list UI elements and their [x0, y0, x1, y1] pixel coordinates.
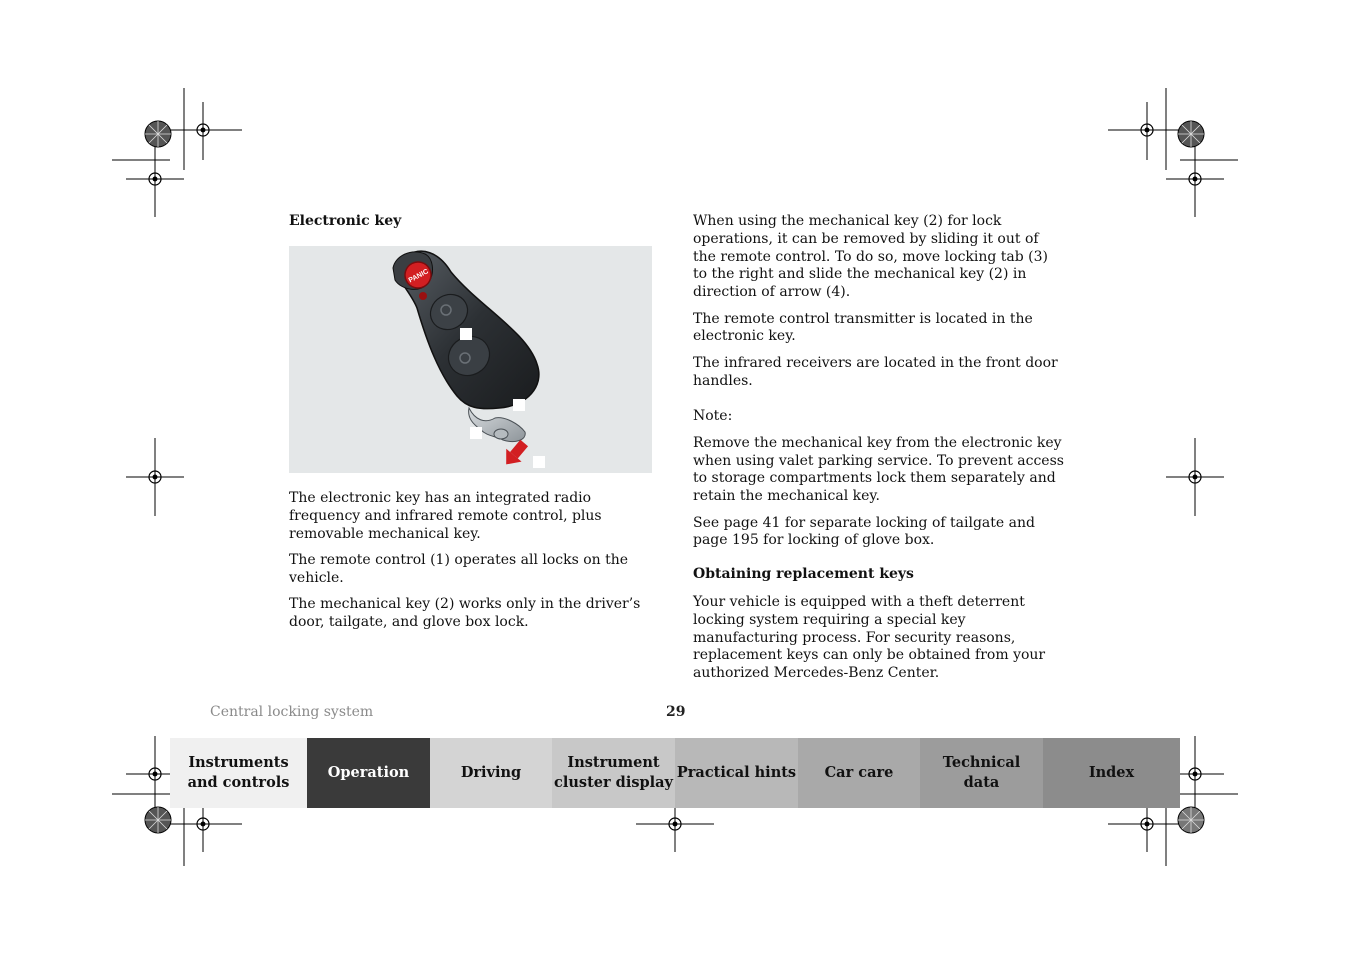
callout-2 — [470, 427, 482, 439]
chapter-tab-bar — [170, 738, 1180, 808]
tab-instruments-and-controls[interactable]: Instruments and controls — [170, 738, 307, 808]
note-label: Note: — [693, 408, 733, 425]
callout-4 — [533, 456, 545, 468]
electronic-key-figure — [289, 246, 652, 473]
tab-driving[interactable]: Driving — [430, 738, 552, 808]
panic-button-label: PANIC — [407, 268, 430, 285]
tab-index[interactable]: Index — [1043, 738, 1180, 808]
page-number: 29 — [666, 704, 686, 720]
paragraph: The remote control transmitter is located in the electronic key. — [693, 310, 1033, 345]
footer-section-title: Central locking system — [210, 704, 374, 720]
tab-car-care[interactable]: Car care — [798, 738, 920, 808]
callout-3 — [513, 399, 525, 411]
subheading: Obtaining replacement keys — [693, 566, 914, 583]
tab-operation[interactable]: Operation — [307, 738, 430, 808]
paragraph: The mechanical key (2) works only in the driver’s door, tailgate, and glove box lock. — [289, 596, 641, 630]
callout-1 — [460, 328, 472, 340]
paragraph: The electronic key has an integrated radio frequency and infrared remote control, plus removable mechanical key. — [289, 490, 602, 542]
note-paragraph: See page 41 for separate locking of tailgate and page 195 for locking of glove box. — [693, 514, 1035, 549]
paragraph: When using the mechanical key (2) for lock operations, it can be removed by sliding it out of the remote control. To do so, move locking tab (3) to the right and slide the mechanical key (2) in direction of arrow (4). — [693, 213, 1049, 301]
tab-practical-hints[interactable]: Practical hints — [675, 738, 798, 808]
tab-technical-data[interactable]: Technical data — [920, 738, 1043, 808]
right-column — [693, 213, 1065, 692]
intro-text — [289, 490, 659, 640]
note-paragraph: Remove the mechanical key from the electronic key when using valet parking service. To prevent access to storage compartments lock them separately and retain the mechanical key. — [693, 434, 1064, 505]
section-heading: Electronic key — [289, 213, 402, 229]
paragraph: The remote control (1) operates all locks on the vehicle. — [289, 551, 629, 586]
paragraph: Your vehicle is equipped with a theft deterrent locking system requiring a special key manufacturing process. For security reasons, replacement keys can only be obtained from your authorized Mercedes-Benz Center. — [693, 593, 1046, 682]
tab-instrument-cluster-display[interactable]: Instrument cluster display — [552, 738, 675, 808]
paragraph: The infrared receivers are located in the front door handles. — [693, 354, 1058, 389]
